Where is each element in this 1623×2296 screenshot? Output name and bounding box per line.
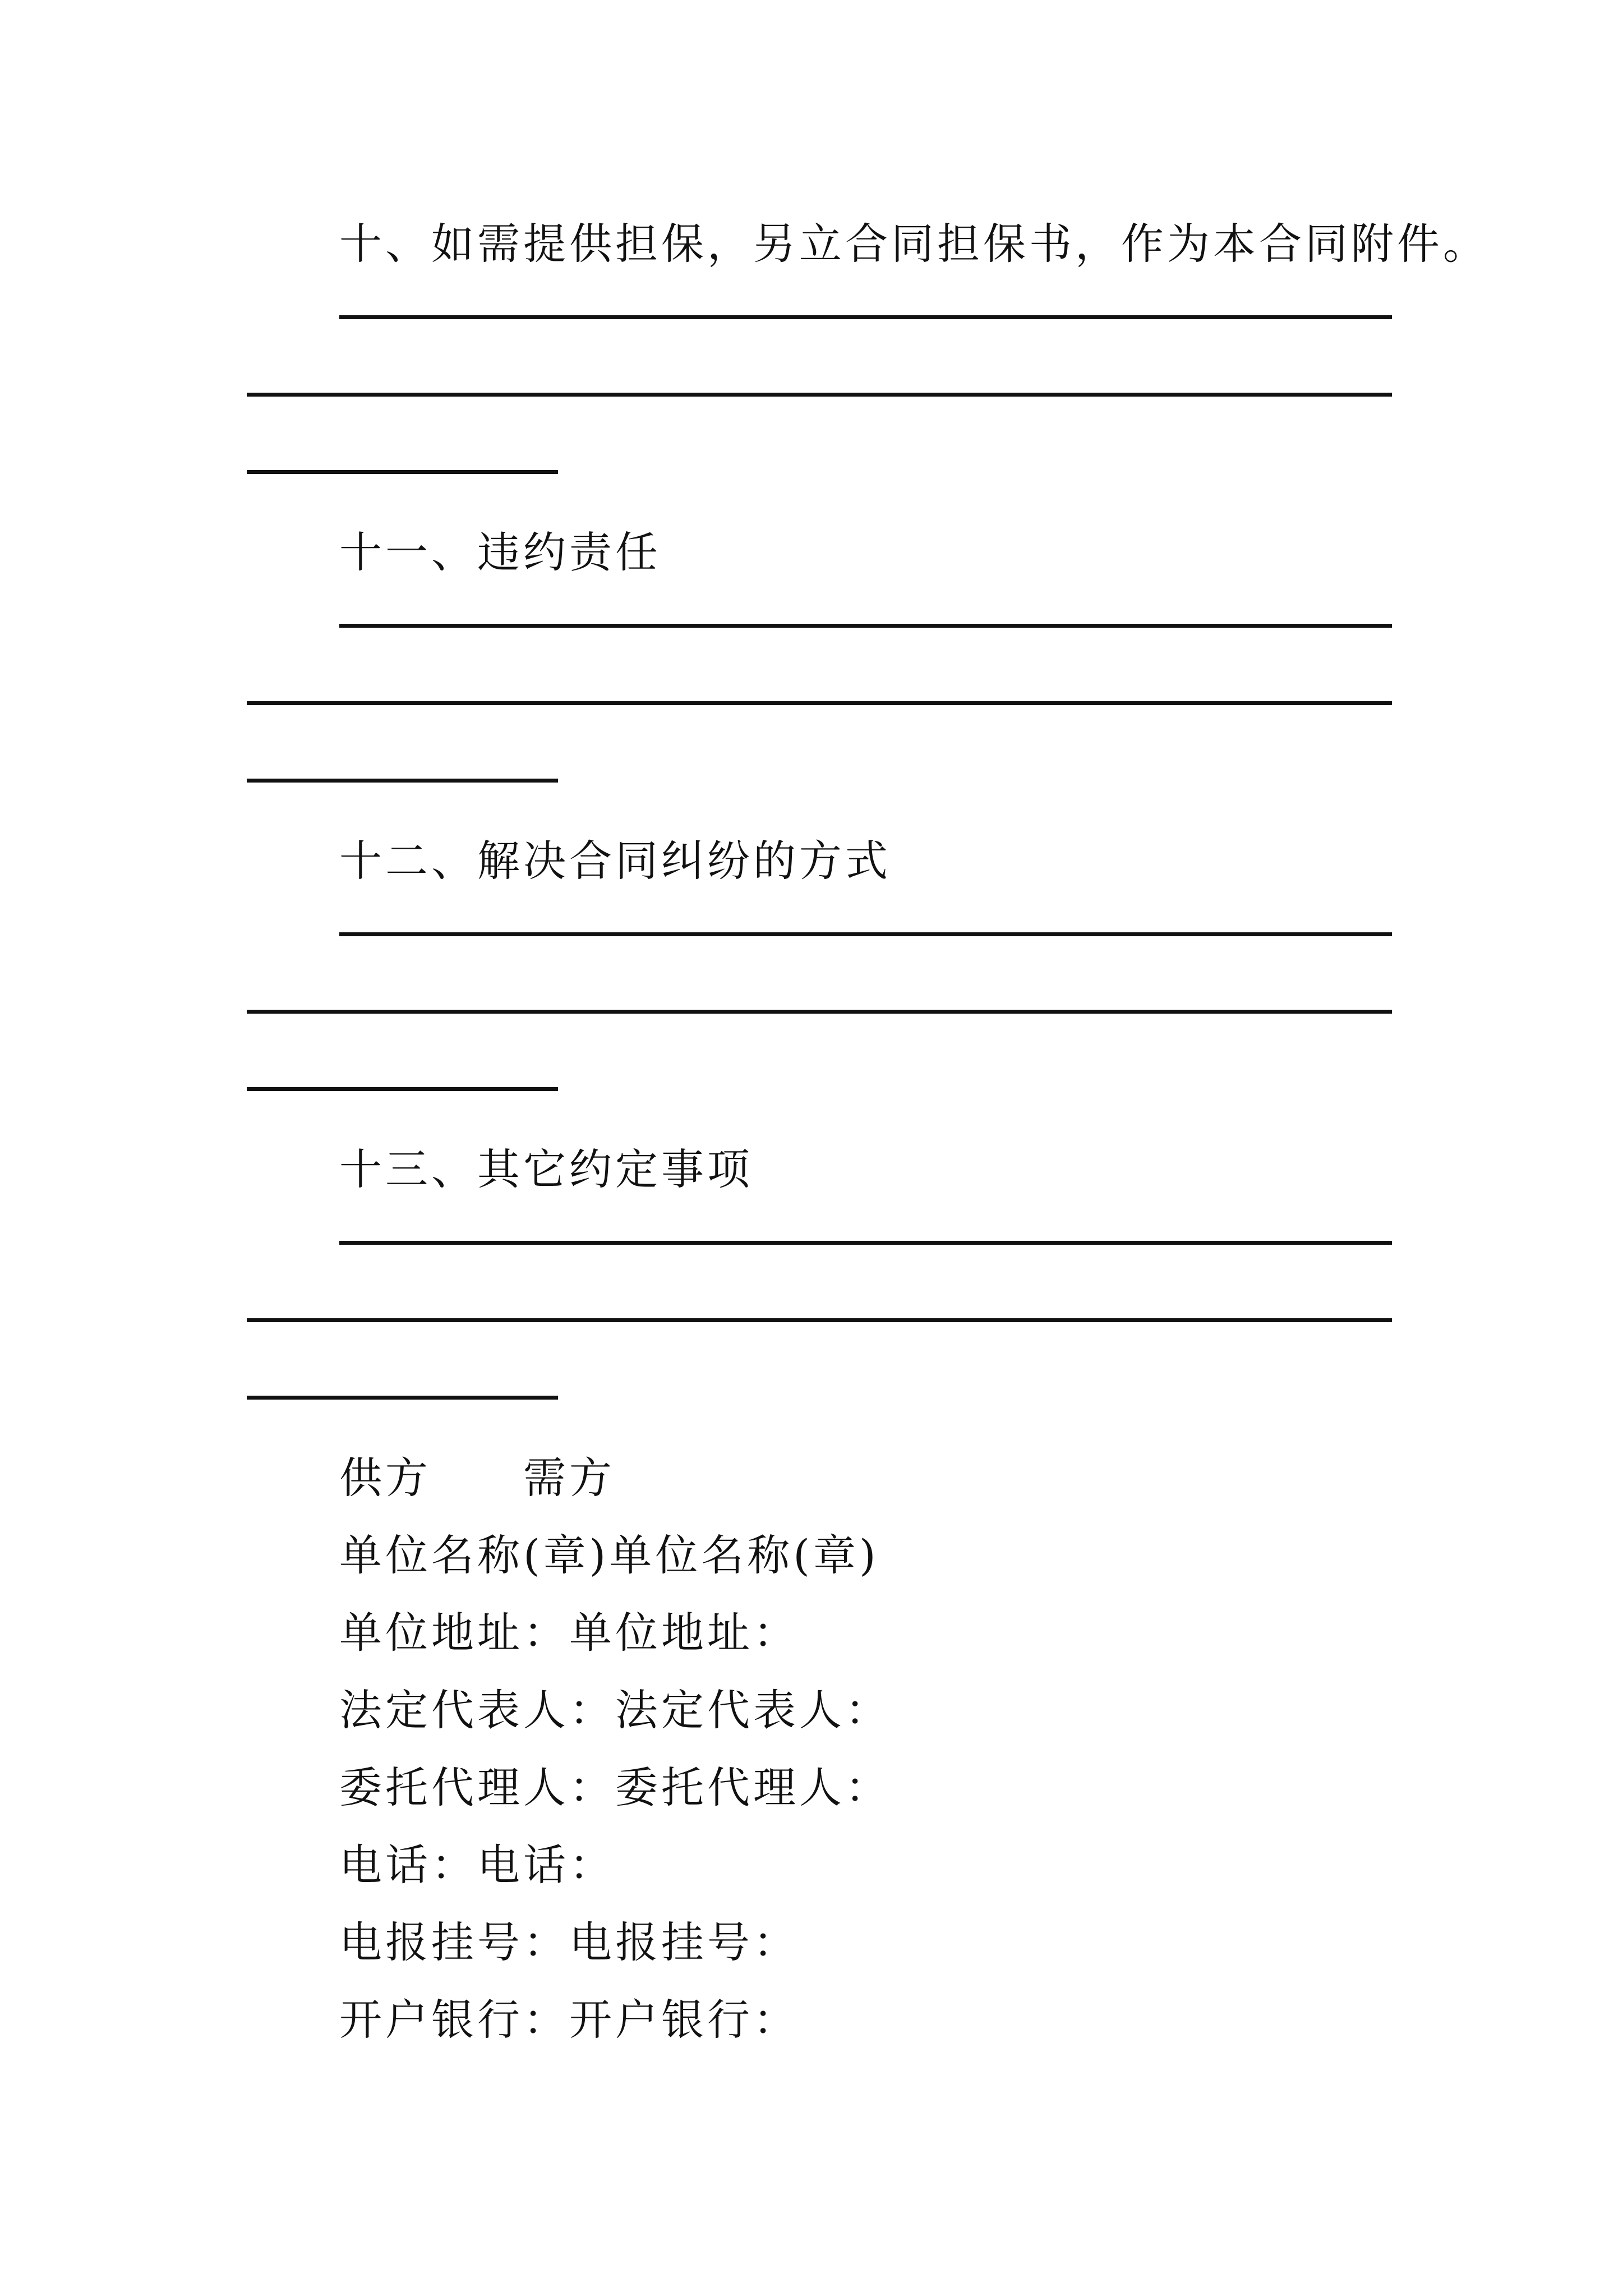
fill-line bbox=[339, 624, 1392, 628]
fill-line bbox=[247, 701, 1392, 705]
signature-line: 单位地址：单位地址： bbox=[339, 1608, 799, 1658]
signature-line: 委托代理人：委托代理人： bbox=[339, 1763, 891, 1812]
signature-line: 法定代表人：法定代表人： bbox=[339, 1685, 891, 1735]
fill-line bbox=[339, 1241, 1392, 1245]
signature-line: 电话：电话： bbox=[339, 1840, 615, 1890]
fill-line bbox=[339, 315, 1392, 319]
signature-parties: 供方 需方 bbox=[339, 1453, 615, 1503]
fill-line bbox=[247, 1087, 558, 1091]
signature-line: 单位名称(章)单位名称(章) bbox=[339, 1530, 879, 1580]
clause-10-heading: 十、如需提供担保，另立合同担保书，作为本合同附件。 bbox=[339, 219, 1489, 269]
signature-line: 开户银行：开户银行： bbox=[339, 1995, 799, 2045]
fill-line bbox=[247, 393, 1392, 397]
fill-line bbox=[247, 1396, 558, 1400]
clause-13-heading: 十三、其它约定事项 bbox=[339, 1144, 753, 1194]
clause-12-heading: 十二、解决合同纠纷的方式 bbox=[339, 836, 891, 886]
clause-11-heading: 十一、违约责任 bbox=[339, 527, 661, 577]
fill-line bbox=[339, 932, 1392, 936]
fill-line bbox=[247, 1318, 1392, 1322]
fill-line bbox=[247, 779, 558, 783]
fill-line bbox=[247, 1010, 1392, 1014]
signature-line: 电报挂号：电报挂号： bbox=[339, 1917, 799, 1967]
fill-line bbox=[247, 470, 558, 474]
